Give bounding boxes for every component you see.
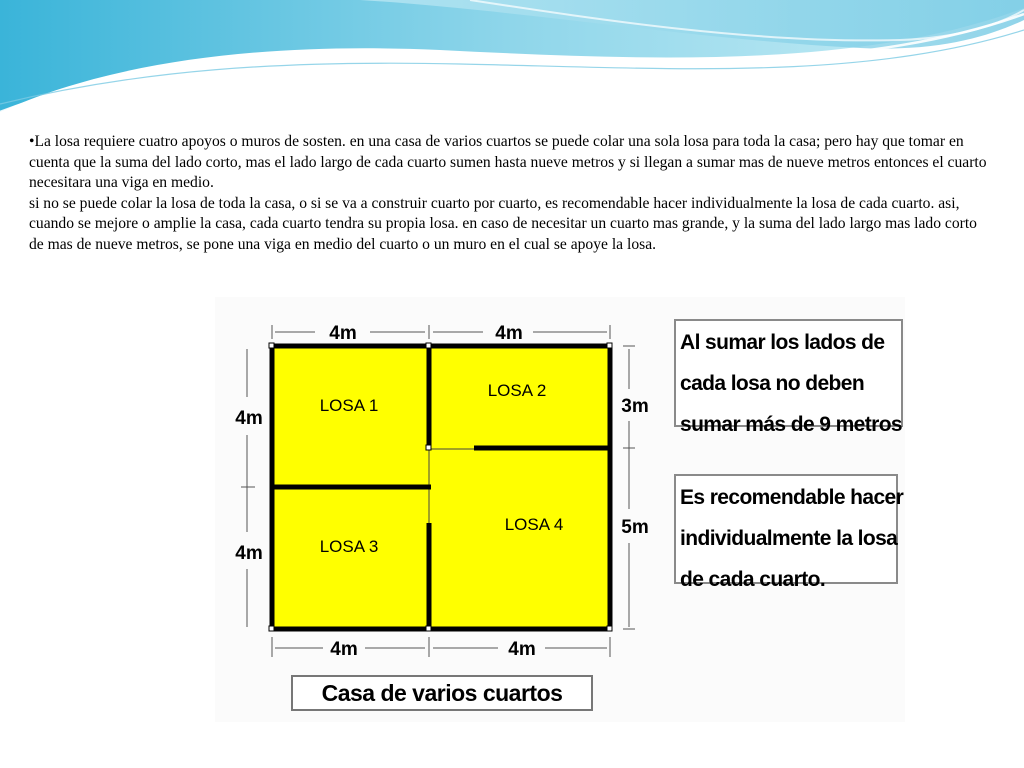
figure-caption: Casa de varios cuartos xyxy=(291,675,593,711)
callout-2-line-2: individualmente la losa xyxy=(680,527,898,550)
dim-left-upper: 4m xyxy=(235,408,263,429)
room-label-3: LOSA 3 xyxy=(319,537,379,556)
callout-2-line-1: Es recomendable hacer xyxy=(680,486,904,509)
callout-1-line-3: sumar más de 9 metros xyxy=(680,413,903,436)
header-wave-decoration xyxy=(0,0,1024,120)
callout-individual-slab xyxy=(674,474,904,591)
paragraph-2: si no se puede colar la losa de toda la casa, o si se va a construir cuarto por cuarto, es recomendable hacer individualmente la losa de cada cuarto. asi, cuando se mejore o amplie la casa, cada cuarto tendra su propia losa. en caso de necesitar un cuarto mas grande, y la suma del lado largo mas lado corto de mas de nueve metros, se pone una viga en medio del cuarto o un muro en el cual se apoye la losa. xyxy=(29,194,977,253)
dim-top-right: 4m xyxy=(495,323,523,344)
callout-nine-meters xyxy=(674,319,903,436)
dim-left-lower: 4m xyxy=(235,543,263,564)
room-label-1: LOSA 1 xyxy=(319,396,379,415)
floor-plan-figure xyxy=(215,297,905,722)
dim-bottom-left: 4m xyxy=(330,639,358,660)
dim-top-left: 4m xyxy=(329,323,357,344)
room-label-2: LOSA 2 xyxy=(487,381,547,400)
dim-bottom-right: 4m xyxy=(508,639,536,660)
dim-right-upper: 3m xyxy=(621,396,649,417)
dim-right-lower: 5m xyxy=(621,517,649,538)
callout-1-line-1: Al sumar los lados de xyxy=(680,331,885,354)
callout-1-line-2: cada losa no deben xyxy=(680,372,865,395)
callout-2-line-3: de cada cuarto. xyxy=(680,568,826,591)
slide-body-text xyxy=(29,132,989,256)
room-label-4: LOSA 4 xyxy=(504,515,564,534)
paragraph-1: •La losa requiere cuatro apoyos o muros de sosten. en una casa de varios cuartos se puede colar una sola losa para toda la casa; pero hay que tomar en cuenta que la suma del lado corto, mas el lado largo de cada cuarto sumen hasta nueve metros y si llegan a sumar mas de nueve metros entonces el cuarto necesitara una viga en medio. xyxy=(29,133,987,192)
